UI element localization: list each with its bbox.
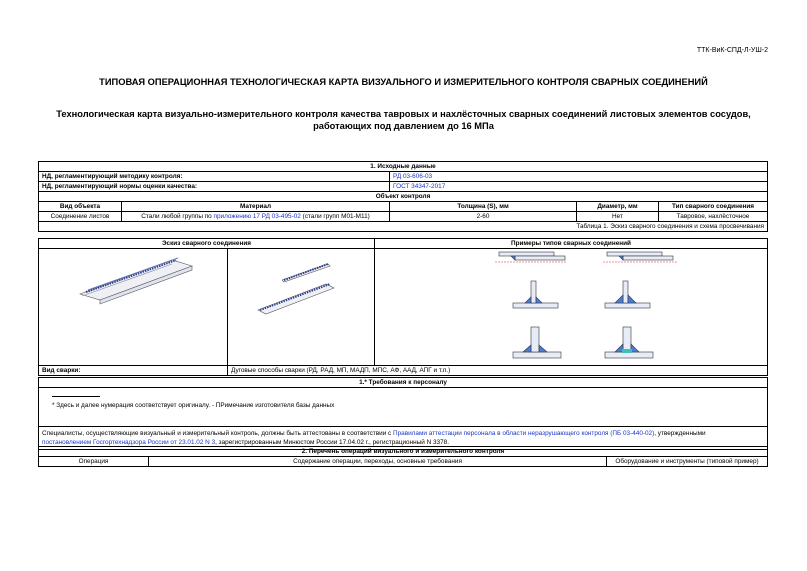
col-equipment: Оборудование и инструменты (типовой пример) — [607, 457, 768, 467]
row-diameter: Нет — [577, 212, 659, 222]
section1a-title: 1.* Требования к персоналу — [39, 378, 768, 388]
section2-title: 2. Перечень операций визуального и измерительного контроля — [39, 447, 768, 457]
header-material: Материал — [122, 202, 390, 212]
object-title: Объект контроля — [39, 192, 768, 202]
footnote-rule — [52, 396, 100, 397]
row-type: Соединение листов — [39, 212, 122, 222]
col-content: Содержание операции, переходы, основные требования — [149, 457, 607, 467]
example-tee-1 — [513, 281, 558, 308]
personnel-paragraph: Специалисты, осуществляющие визуальный и измерительный контроль, должны быть аттестованы в соответствии с Правилами аттестации персонала в области неразрушающего контроля (ПБ 03-440-02), утвержденными постановлением Госгортехнадзора России от 23.01.02 N 3, зарегистрированным Минюстом России 17.04.02 г., регистрационный N 3378. — [39, 427, 768, 450]
example-tee-4 — [605, 327, 653, 358]
example-lap-2 — [603, 252, 677, 262]
nd-norms-link[interactable]: ГОСТ 34347-2017 — [393, 183, 446, 190]
row-material: Стали любой группы по приложению 17 РД 03-495-02 (стали групп М01-М11) — [122, 212, 390, 222]
row-joint: Тавровое, нахлёсточное — [659, 212, 768, 222]
row-thickness: 2-60 — [390, 212, 577, 222]
table-caption: Таблица 1. Эскиз сварного соединения и схема просвечивания — [39, 222, 768, 232]
main-title: ТИПОВАЯ ОПЕРАЦИОННАЯ ТЕХНОЛОГИЧЕСКАЯ КАРТА ВИЗУАЛЬНОГО И ИЗМЕРИТЕЛЬНОГО КОНТРОЛЯ СВАРНЫХ СОЕДИНЕНИЙ — [99, 77, 708, 87]
material-link[interactable]: приложению 17 РД 03-495-02 — [213, 213, 301, 220]
nd-method-value[interactable] — [390, 172, 768, 182]
document-code: ТТК-ВиК-СПД-Л-УШ-2 — [696, 47, 768, 54]
header-diameter: Диаметр, мм — [577, 202, 659, 212]
example-lap-1 — [495, 252, 567, 262]
sub-title: Технологическая карта визуально-измерительного контроля качества тавровых и нахлёсточных сварных соединений листовых элементов сосудов, работающих под давлением до 16 МПа — [56, 109, 751, 131]
section1-title: 1. Исходные данные — [39, 162, 768, 172]
operations-table — [38, 446, 768, 467]
nd-method-link[interactable]: РД 03-606-03 — [393, 173, 433, 180]
footnote-cell — [39, 388, 768, 427]
weld-sketch-2 — [230, 252, 372, 362]
example-tee-2 — [605, 281, 650, 308]
decree-link[interactable]: постановлением Госгортехнадзора России от 23.01.02 N 3 — [42, 439, 216, 446]
header-joint: Тип сварного соединения — [659, 202, 768, 212]
example-tee-3 — [513, 327, 561, 358]
sketch-header: Эскиз сварного соединения — [39, 239, 375, 249]
welding-label: Вид сварки: — [39, 366, 228, 376]
header-type: Вид объекта — [39, 202, 122, 212]
header-thickness: Толщина (S), мм — [390, 202, 577, 212]
examples-header: Примеры типов сварных соединений — [375, 239, 768, 249]
rules-link[interactable]: Правилами аттестации персонала в области неразрушающего контроля (ПБ 03-440-02) — [393, 430, 655, 437]
welding-value: Дуговые способы сварки (РД, РАД, МП, МАДП, МПС, АФ, ААД, АПГ и т.п.) — [228, 366, 768, 376]
col-operation: Операция — [39, 457, 149, 467]
joint-examples — [495, 249, 685, 369]
weld-sketch-1 — [42, 252, 224, 362]
nd-norms-value[interactable] — [390, 182, 768, 192]
nd-norms-label: НД, регламентирующий нормы оценки качества: — [39, 182, 390, 192]
footnote-text: * Здесь и далее нумерация соответствует оригиналу. - ПРимечание изготовителя базы данных — [52, 402, 335, 409]
personnel-table — [38, 377, 768, 450]
nd-method-label: НД, регламентирующий методику контроля: — [39, 172, 390, 182]
source-data-table — [38, 161, 768, 232]
